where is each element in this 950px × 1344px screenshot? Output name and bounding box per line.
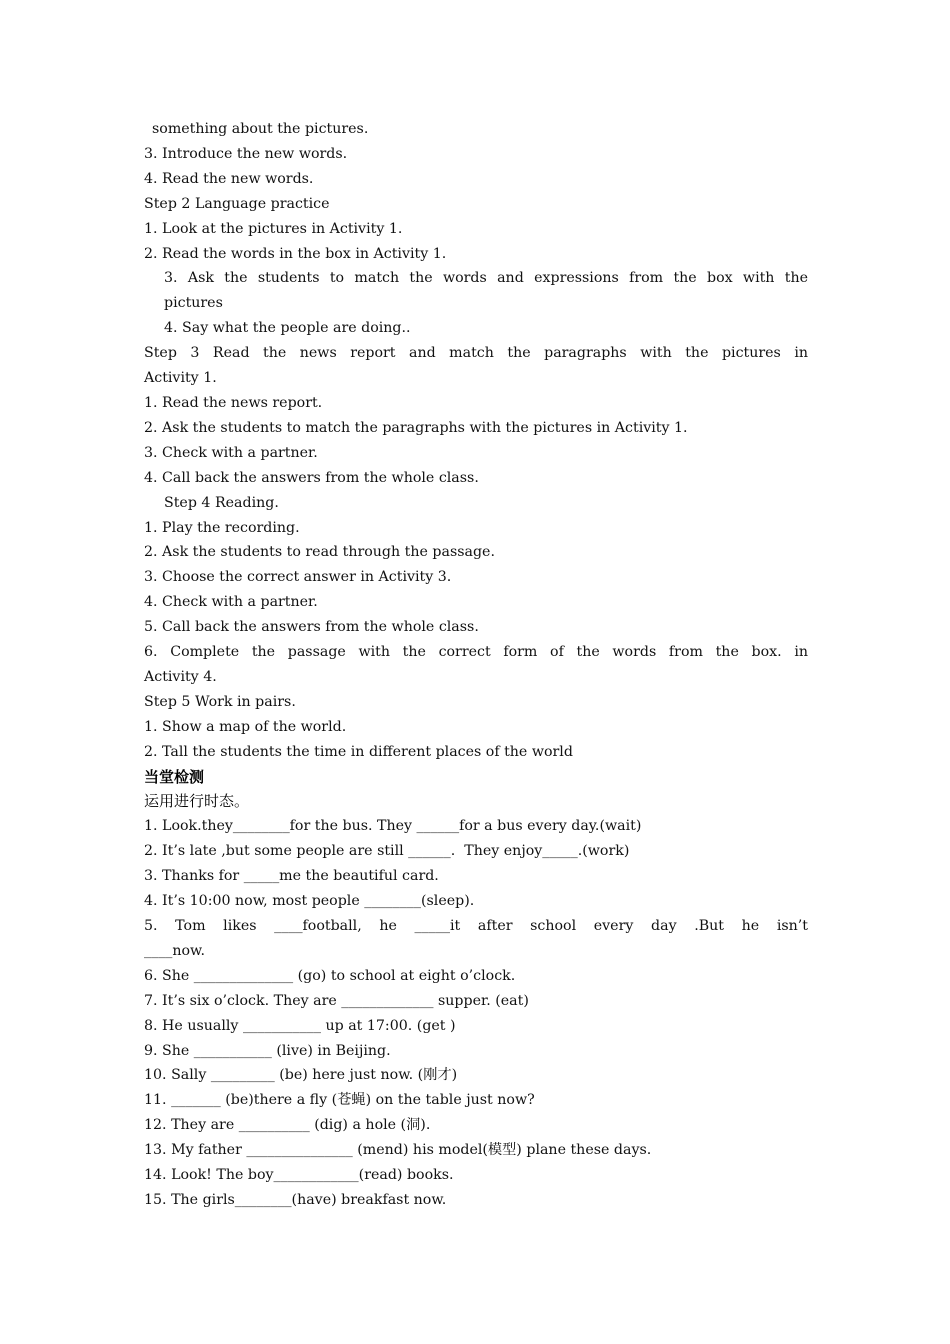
step-1-item-4: 4. Read the new words. [144,170,314,187]
step-4-item-4: 4. Check with a partner. [144,594,318,611]
step-4-heading: Step 4 Reading. [164,494,279,511]
exercise-6: 6. She ______________ (go) to school at eight o’clock. [144,967,516,984]
exercise-9: 9. She ___________ (live) in Beijing. [144,1042,391,1059]
exercise-7: 7. It’s six o’clock. They are _____________ supper. (eat) [144,992,529,1009]
step-5-item-1: 1. Show a map of the world. [144,718,347,735]
exercise-5-continued: ____now. [144,942,206,959]
step-3-item-4: 4. Call back the answers from the whole class. [144,469,479,486]
exercise-8: 8. He usually ___________ up at 17:00. (get ) [144,1017,456,1034]
step-2-item-4: 4. Say what the people are doing.. [164,320,411,337]
exercise-14: 14. Look! The boy____________(read) books. [144,1167,454,1184]
exercise-3: 3. Thanks for _____me the beautiful card. [144,868,439,885]
step-3-item-1: 1. Read the news report. [144,394,323,411]
exercise-1: 1. Look.they________for the bus. They ______for a bus every day.(wait) [144,818,642,835]
step-4-item-2: 2. Ask the students to read through the passage. [144,544,495,561]
step-3-item-2: 2. Ask the students to match the paragraphs with the pictures in Activity 1. [144,419,688,436]
exercise-13: 13. My father _______________ (mend) his model(模型) plane these days. [144,1142,652,1159]
exercise-10: 10. Sally _________ (be) here just now. (刚才) [144,1067,458,1084]
step-4-item-1: 1. Play the recording. [144,519,300,536]
section-subtitle: 运用进行时态。 [144,792,250,811]
exercise-15: 15. The girls________(have) breakfast now. [144,1191,447,1208]
step-2-heading: Step 2 Language practice [144,195,330,212]
step-3-heading-continued: Activity 1. [144,370,217,387]
step-2-item-3: 3. Ask the students to match the words and expressions from the box with the [164,270,808,287]
exercise-5: 5. Tom likes ____football, he _____it after school every day .But he isn’t [144,918,808,934]
section-title: 当堂检测 [144,767,205,786]
step-4-item-6-continued: Activity 4. [144,668,217,685]
exercise-11: 11. _______ (be)there a fly (苍蝇) on the table just now? [144,1092,535,1109]
step-2-item-2: 2. Read the words in the box in Activity 1. [144,245,447,262]
step-3-item-3: 3. Check with a partner. [144,444,318,461]
exercise-2: 2. It’s late ,but some people are still ______. They enjoy_____.(work) [144,843,630,860]
exercise-12: 12. They are __________ (dig) a hole (洞). [144,1117,431,1134]
lesson-content [144,117,808,1213]
step-4-item-5: 5. Call back the answers from the whole class. [144,619,479,636]
step-5-heading: Step 5 Work in pairs. [144,693,296,710]
step-1-item-3: 3. Introduce the new words. [144,145,348,162]
step-4-item-6: 6. Complete the passage with the correct form of the words from the box. in [144,644,808,661]
step-2-item-3-continued: pictures [164,295,223,312]
step-2-item-1: 1. Look at the pictures in Activity 1. [144,220,403,237]
step-5-item-2: 2. Tall the students the time in different places of the world [144,743,573,760]
step-1-continuation: something about the pictures. [152,121,369,137]
step-3-heading: Step 3 Read the news report and match the paragraphs with the pictures in [144,345,808,362]
step-4-item-3: 3. Choose the correct answer in Activity 3. [144,569,452,586]
exercise-4: 4. It’s 10:00 now, most people ________(sleep). [144,893,475,910]
